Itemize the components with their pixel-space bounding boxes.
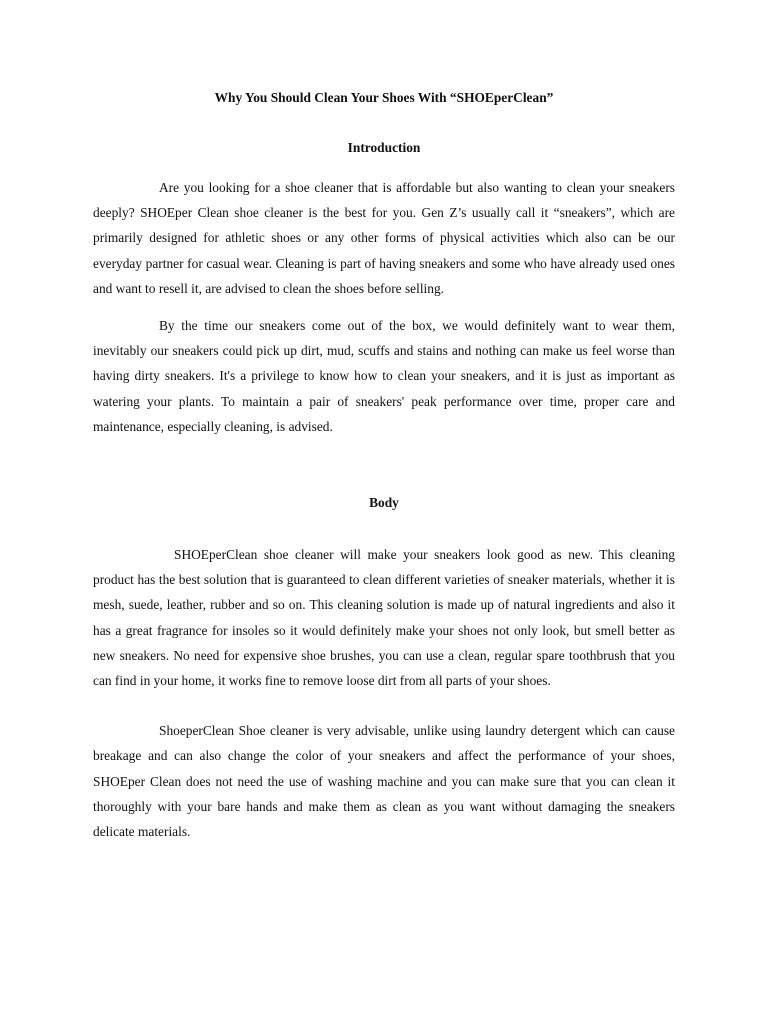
body-paragraph-2: ShoeperClean Shoe cleaner is very advisable, unlike using laundry detergent which can cause breakage and can also change the color of your sneakers and affect the performance of your shoes, SHOEper Clean does not need the use of washing machine and you can make sure that you can clean it thoroughly with your bare hands and make them as clean as you want without damaging the sneakers delicate materials. xyxy=(93,723,675,840)
introduction-heading: Introduction xyxy=(347,140,421,155)
body-heading: Body xyxy=(369,495,399,511)
introduction-paragraph-2: By the time our sneakers come out of the box, we would definitely want to wear them, inevitably our sneakers could pick up dirt, mud, scuffs and stains and nothing can make us feel worse than having dirty sneakers. It's a privilege to know how to clean your sneakers, and it is just as important as watering your plants. To maintain a pair of sneakers' peak performance over time, proper care and maintenance, especially cleaning, is advised. xyxy=(93,318,675,434)
body-paragraph-1: SHOEperClean shoe cleaner will make your sneakers look good as new. This cleaning product has the best solution that is guaranteed to clean different varieties of sneaker materials, whether it is mesh, suede, leather, rubber and so on. This cleaning solution is made up of natural ingredients and also it has a great fragrance for insoles so it would definitely make your shoes not only look, but smell better as new sneakers. No need for expensive shoe brushes, you can use a clean, regular spare toothbrush that you can find in your home, it works fine to remove loose dirt from all parts of your shoes. xyxy=(93,547,675,689)
document-title: Why You Should Clean Your Shoes With “SHOEperClean” xyxy=(214,90,554,105)
introduction-paragraph-1: Are you looking for a shoe cleaner that is affordable but also wanting to clean your sneakers deeply? SHOEper Clean shoe cleaner is the best for you. Gen Z’s usually call it “sneakers”, which are primarily designed for athletic shoes or any other forms of physical activities which also can be our everyday partner for casual wear. Cleaning is part of having sneakers and some who have already used ones and want to resell it, are advised to clean the shoes before selling. xyxy=(93,180,675,296)
